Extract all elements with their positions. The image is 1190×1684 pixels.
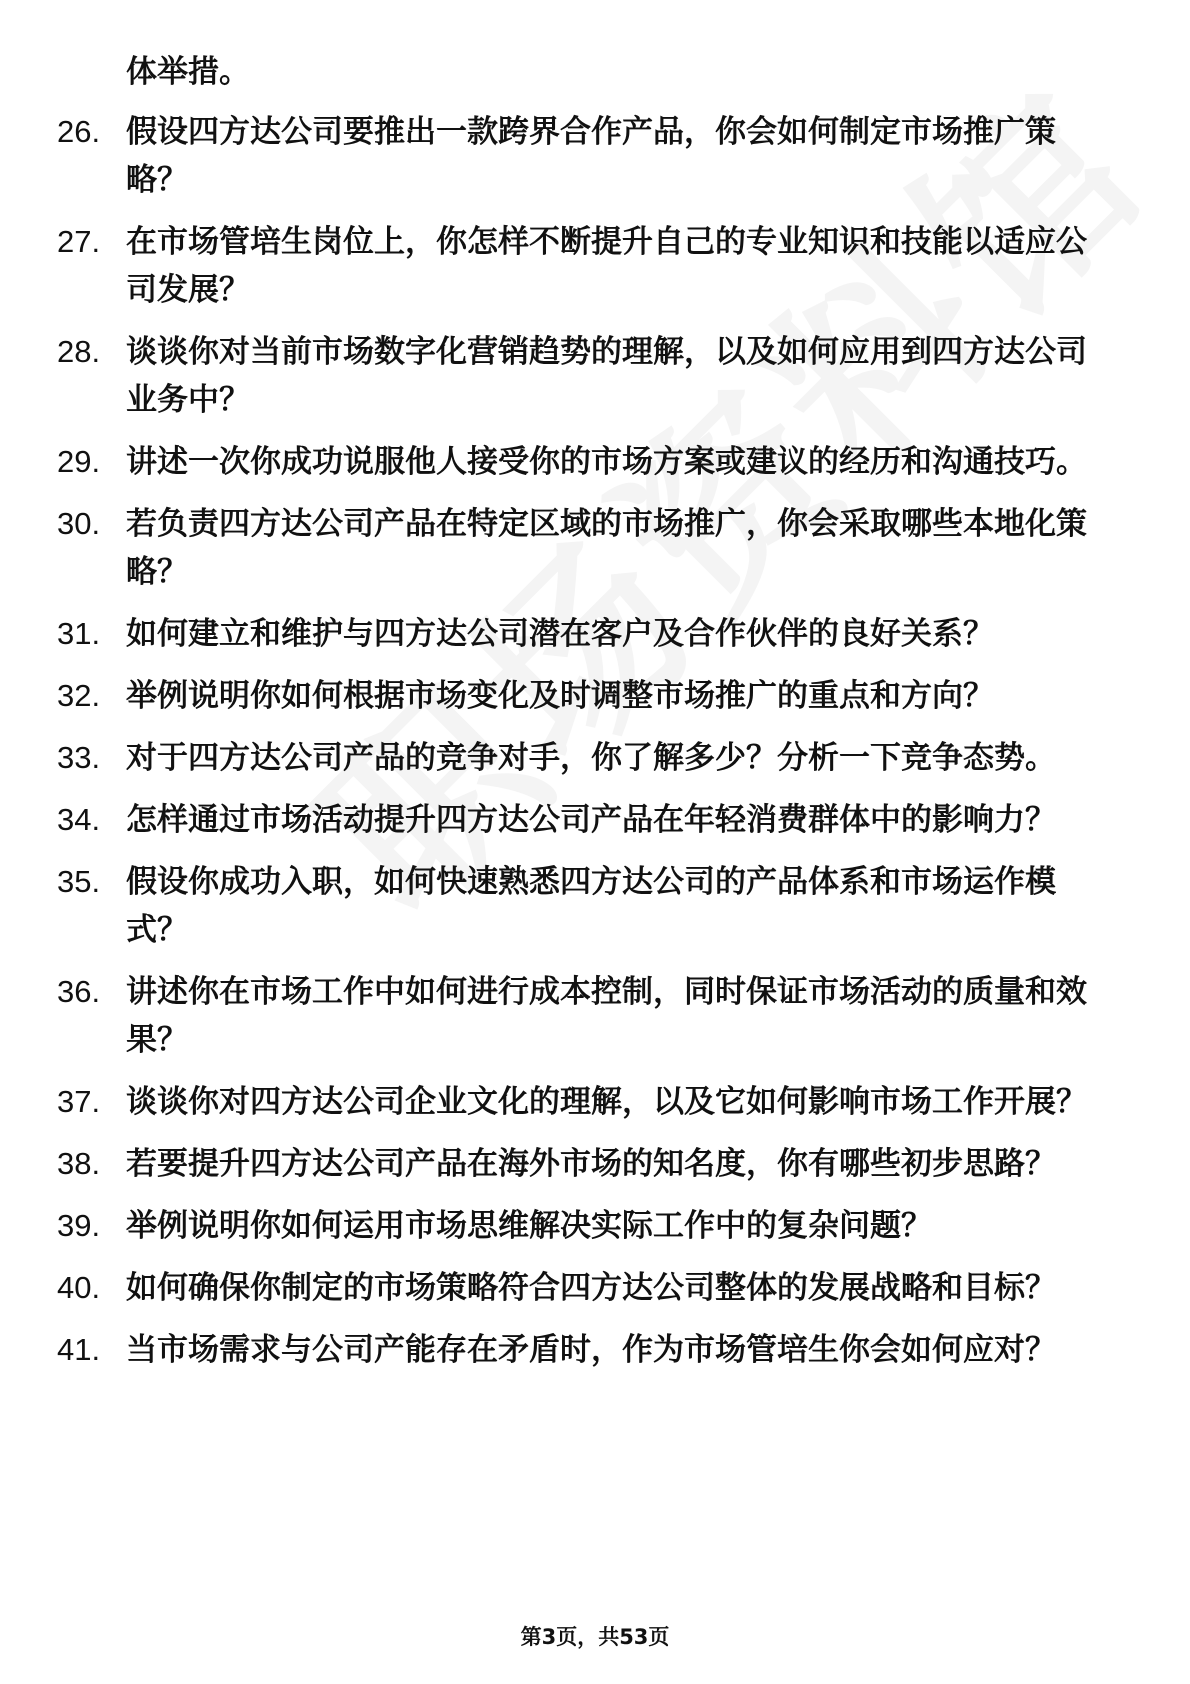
question-number: 35.	[57, 864, 101, 899]
list-item	[0, 328, 1190, 424]
question-text: 如何建立和维护与四方达公司潜在客户及合作伙伴的良好关系？	[126, 616, 994, 652]
list-item	[0, 1202, 1190, 1250]
list-item	[0, 500, 1190, 596]
question-number: 36.	[57, 974, 101, 1009]
question-text: 谈谈你对四方达公司企业文化的理解，以及它如何影响市场工作开展？	[126, 1084, 1087, 1120]
list-item	[0, 858, 1190, 954]
question-text: 讲述你在市场工作中如何进行成本控制，同时保证市场活动的质量和效果？	[126, 974, 1087, 1058]
list-item	[0, 1140, 1190, 1188]
question-number: 39.	[57, 1208, 101, 1243]
question-text: 谈谈你对当前市场数字化营销趋势的理解，以及如何应用到四方达公司业务中？	[126, 334, 1087, 418]
question-text: 当市场需求与公司产能存在矛盾时，作为市场管培生你会如何应对？	[126, 1332, 1056, 1368]
question-number: 27.	[57, 224, 101, 259]
question-list	[0, 108, 1190, 1388]
list-item	[0, 438, 1190, 486]
question-number: 37.	[57, 1084, 101, 1119]
list-item	[0, 108, 1190, 204]
question-text: 讲述一次你成功说服他人接受你的市场方案或建议的经历和沟通技巧。	[126, 444, 1087, 480]
list-item	[0, 1326, 1190, 1374]
question-number: 29.	[57, 444, 101, 479]
question-number: 28.	[57, 334, 101, 369]
question-text: 假设四方达公司要推出一款跨界合作产品，你会如何制定市场推广策略？	[126, 114, 1056, 198]
question-text: 如何确保你制定的市场策略符合四方达公司整体的发展战略和目标？	[126, 1270, 1056, 1306]
question-number: 31.	[57, 616, 101, 651]
question-number: 38.	[57, 1146, 101, 1181]
question-text: 在市场管培生岗位上，你怎样不断提升自己的专业知识和技能以适应公司发展？	[126, 224, 1087, 308]
question-text: 若要提升四方达公司产品在海外市场的知名度，你有哪些初步思路？	[126, 1146, 1056, 1182]
list-item	[0, 968, 1190, 1064]
list-item	[0, 734, 1190, 782]
question-text: 若负责四方达公司产品在特定区域的市场推广，你会采取哪些本地化策略？	[126, 506, 1087, 590]
page-number-footer: 第3页，共53页	[520, 1625, 670, 1649]
question-number: 41.	[57, 1332, 101, 1367]
question-number: 30.	[57, 506, 101, 541]
list-item	[0, 1078, 1190, 1126]
question-number: 33.	[57, 740, 101, 775]
question-text: 举例说明你如何根据市场变化及时调整市场推广的重点和方向？	[126, 678, 994, 714]
question-text: 假设你成功入职，如何快速熟悉四方达公司的产品体系和市场运作模式？	[126, 864, 1056, 948]
question-number: 26.	[57, 114, 101, 149]
list-item	[0, 796, 1190, 844]
question-text: 举例说明你如何运用市场思维解决实际工作中的复杂问题？	[126, 1208, 932, 1244]
question-text: 对于四方达公司产品的竞争对手，你了解多少？分析一下竞争态势。	[126, 740, 1056, 776]
list-item	[0, 1264, 1190, 1312]
question-number: 34.	[57, 802, 101, 837]
continued-text: 体举措。	[126, 54, 250, 90]
question-number: 32.	[57, 678, 101, 713]
list-item	[0, 218, 1190, 314]
list-item	[0, 672, 1190, 720]
question-number: 40.	[57, 1270, 101, 1305]
list-item	[0, 610, 1190, 658]
question-text: 怎样通过市场活动提升四方达公司产品在年轻消费群体中的影响力？	[126, 802, 1056, 838]
